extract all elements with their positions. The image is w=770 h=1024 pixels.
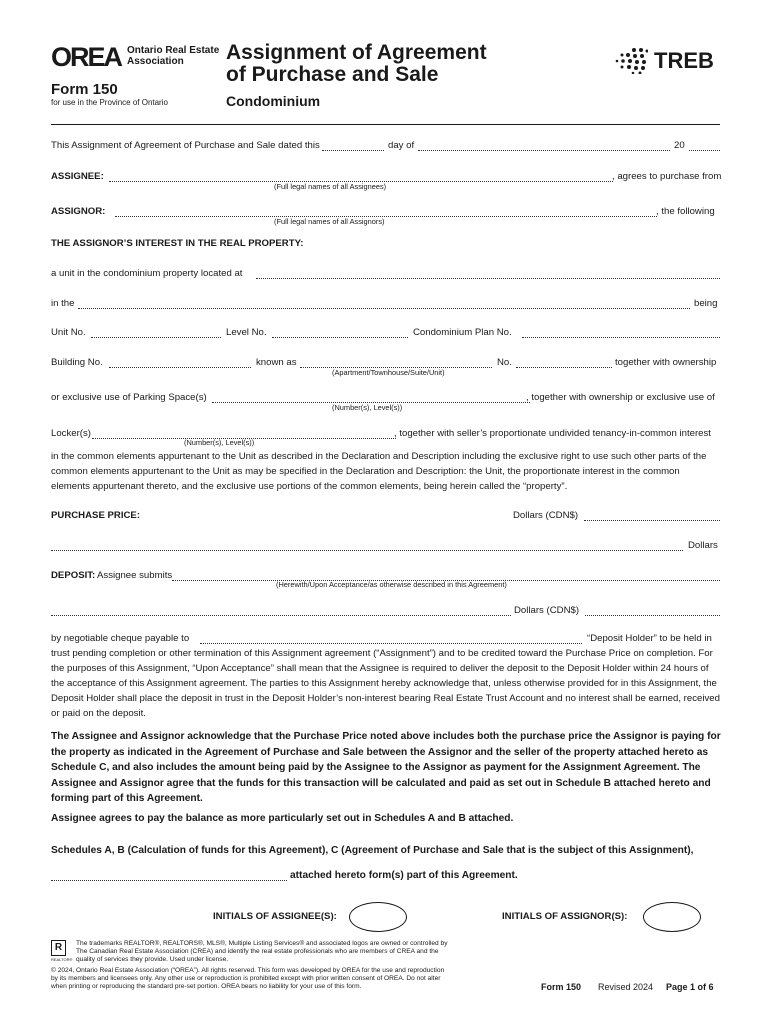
- date-month-field[interactable]: [418, 150, 670, 151]
- parking-note: (Number(s), Level(s)): [332, 403, 403, 412]
- common-elements-paragraph: in the common elements appurtenant to the Unit as described in the Declaration and Description including the exclusive right to use such other parts of the common elements appurtenant to the Unit as may be specified in the Declaration and Description: the Unit, the proportionate interest in the common elements appurtenant thereto, and the exclusive use portions of the common elements, being herein called the “property”.: [51, 451, 707, 492]
- intro-year: 20: [674, 140, 685, 151]
- province-note: for use in the Province of Ontario: [51, 98, 168, 107]
- assignor-name-field[interactable]: [115, 216, 657, 217]
- deposit-words-field[interactable]: [51, 615, 511, 616]
- unit-located-label: a unit in the condominium property located at: [51, 268, 243, 279]
- deposit-cdn-field[interactable]: [585, 615, 720, 616]
- purchase-price-label: PURCHASE PRICE:: [51, 510, 141, 521]
- initials-assignor-label: INITIALS OF ASSIGNOR(S):: [502, 911, 628, 922]
- assignor-note: (Full legal names of all Assignors): [274, 217, 385, 226]
- header-divider: [51, 124, 720, 125]
- parking-label: or exclusive use of Parking Space(s): [51, 392, 207, 403]
- locker-suffix: , together with seller’s proportionate undivided tenancy-in-common interest: [394, 428, 711, 439]
- being-label: being: [694, 298, 718, 309]
- assignor-suffix: , the following: [656, 206, 715, 217]
- footer-revised: Revised 2024: [598, 982, 654, 992]
- realtor-r-icon: R: [51, 940, 66, 956]
- no-label: No.: [497, 357, 512, 368]
- initials-assignee-box[interactable]: [349, 902, 407, 932]
- balance-text: Assignee agrees to pay the balance as more particularly set out in Schedules A and B attached.: [51, 813, 514, 824]
- copyright-line2: by its members and licensees only. Any other use or reproduction is prohibited except with prior written consent of OREA. Do not alter: [51, 975, 441, 982]
- suite-no-field[interactable]: [516, 367, 612, 368]
- treb-logo: [614, 46, 724, 76]
- intro-day-of: day of: [388, 140, 415, 151]
- page-title-line1: Assignment of Agreement: [226, 41, 487, 64]
- initials-assignor-box[interactable]: [643, 902, 701, 932]
- level-no-label: Level No.: [226, 327, 267, 338]
- trademark-line2: The Canadian Real Estate Association (CREA) and identify the real estate professionals who are members of CREA and the: [76, 948, 439, 955]
- page-title-line2: of Purchase and Sale: [226, 63, 439, 86]
- level-no-field[interactable]: [272, 337, 408, 338]
- treb-dots-icon: [614, 46, 648, 74]
- price-words-field[interactable]: [51, 550, 683, 551]
- form-label: Form 150: [51, 81, 118, 98]
- locker-label: Locker(s): [51, 428, 91, 439]
- known-as-label: known as: [256, 357, 297, 368]
- other-schedules-field[interactable]: [51, 880, 287, 881]
- intro-text: This Assignment of Agreement of Purchase and Sale dated this: [51, 140, 320, 151]
- trust-paragraph: trust pending completion or other termination of this Assignment agreement (“Assignment”) and to be credited toward the Purchase Price on completion. For the purposes of this Assignment, “Upon Acceptance” shall mean that the Assignee is required to deliver the deposit to the Deposit Holder within 24 hours of the acceptance of this Assignment agreement. The parties to this Assignment hereby acknowledge that, unless otherwise provided for in this Assignment, the Deposit Holder shall place the deposit in trust in the Deposit Holder’s non-interest bearing Real Estate Trust Account and no interest shall be earned, received or paid on the deposit.: [51, 648, 720, 719]
- copyright-line3: when printing or reproducing the standard pre-set portion. OREA bears no liability for your use of this form.: [51, 983, 362, 990]
- deposit-holder-field[interactable]: [200, 643, 582, 644]
- trademark-line1: The trademarks REALTOR®, REALTORS®, MLS®, Multiple Listing Services® and associated logos are owned or controlled by: [76, 940, 448, 947]
- apartment-note: (Apartment/Townhouse/Suite/Unit): [332, 368, 445, 377]
- association-name-line2: Association: [127, 56, 184, 67]
- interest-heading: THE ASSIGNOR’S INTEREST IN THE REAL PROPERTY:: [51, 238, 304, 249]
- in-the-label: in the: [51, 298, 75, 309]
- plan-no-field[interactable]: [522, 337, 720, 338]
- footer-form-no: Form 150: [541, 982, 582, 992]
- footer-page: Page 1 of 6: [666, 982, 714, 992]
- orea-logo-text: OREA: [51, 42, 122, 72]
- together-ownership: together with ownership: [615, 357, 717, 368]
- schedules-text: Schedules A, B (Calculation of funds for this Agreement), C (Agreement of Purchase and Sale that is the subject of this Assignment),: [51, 845, 694, 856]
- date-day-field[interactable]: [322, 150, 384, 151]
- building-no-field[interactable]: [109, 367, 251, 368]
- parking-suffix: , together with ownership or exclusive use of: [526, 392, 715, 403]
- price-dollars: Dollars: [688, 540, 718, 551]
- orea-logo: [51, 44, 123, 70]
- treb-logo-text: TREB: [654, 48, 714, 73]
- unit-no-field[interactable]: [91, 337, 221, 338]
- assignee-suffix: , agrees to purchase from: [612, 171, 722, 182]
- initials-assignee-label: INITIALS OF ASSIGNEE(S):: [213, 911, 337, 922]
- realtor-word: REALTOR®: [51, 957, 73, 962]
- page-subtitle: Condominium: [226, 93, 321, 109]
- price-dollars-cdn: Dollars (CDN$): [513, 510, 579, 521]
- cheque-label: by negotiable cheque payable to: [51, 633, 190, 644]
- acknowledgement-paragraph: The Assignee and Assignor acknowledge that the Purchase Price noted above includes both the purchase price the Assignor is paying for the property as indicated in the Agreement of Purchase and Sale between the Assignor and the seller of the property attached hereto as Schedule C, and also includes the amount being paid by the Assignee to the Assignor as payment for the Assignment Agreement. The Assignee and Assignor agree that the funds for this transaction will be calculated and paid as set out in Schedule B attached hereto and forming part of this Agreement.: [51, 731, 721, 805]
- realtor-logo: [51, 940, 73, 964]
- trademark-line3: quality of services they provide. Used under license.: [76, 956, 229, 963]
- assignee-note: (Full legal names of all Assignees): [274, 182, 387, 191]
- price-cdn-field[interactable]: [584, 520, 720, 521]
- association-name-line1: Ontario Real Estate: [127, 45, 220, 56]
- deposit-label: DEPOSIT:: [51, 570, 96, 581]
- deposit-dollars-cdn: Dollars (CDN$): [514, 605, 580, 616]
- deposit-note: (Herewith/Upon Acceptance/as otherwise described in this Agreement): [276, 580, 507, 589]
- municipality-field[interactable]: [78, 308, 690, 309]
- building-no-label: Building No.: [51, 357, 103, 368]
- assignor-label: ASSIGNOR:: [51, 206, 106, 217]
- attached-text: attached hereto form(s) part of this Agreement.: [290, 870, 518, 881]
- copyright-line1: © 2024, Ontario Real Estate Association (“OREA”). All rights reserved. This form was developed by OREA for the use and reproduction: [51, 967, 445, 974]
- unit-no-label: Unit No.: [51, 327, 86, 338]
- plan-no-label: Condominium Plan No.: [413, 327, 512, 338]
- date-year-field[interactable]: [689, 150, 720, 151]
- property-location-field[interactable]: [256, 278, 720, 279]
- cheque-suffix: “Deposit Holder” to be held in: [587, 633, 712, 644]
- locker-note: (Number(s), Level(s)): [184, 438, 255, 447]
- deposit-text: Assignee submits: [97, 570, 173, 581]
- assignee-label: ASSIGNEE:: [51, 171, 104, 182]
